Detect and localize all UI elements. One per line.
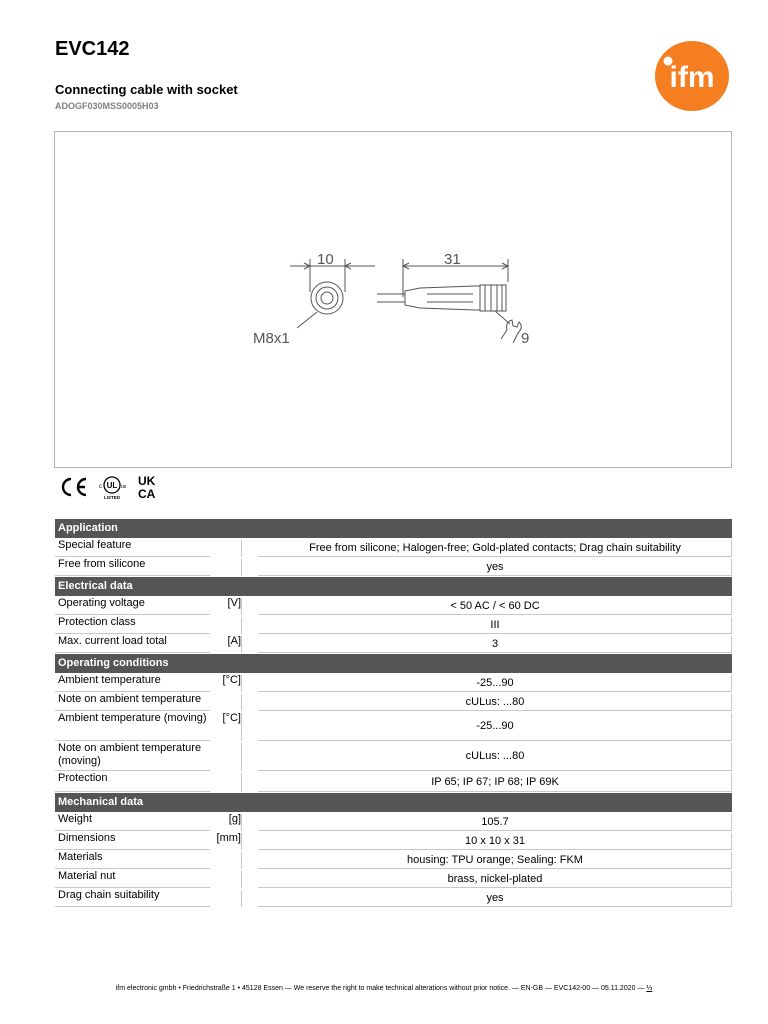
spec-label: Note on ambient temperature (moving) bbox=[58, 742, 202, 767]
ifm-logo bbox=[654, 39, 730, 111]
footer bbox=[0, 985, 768, 992]
spec-row bbox=[55, 850, 732, 869]
spec-value: < 50 AC / < 60 DC bbox=[450, 600, 540, 612]
spec-row bbox=[55, 673, 732, 692]
spec-label: Material nut bbox=[58, 870, 116, 882]
svg-text:us: us bbox=[121, 484, 127, 490]
spec-row bbox=[55, 812, 732, 831]
cell-border bbox=[241, 852, 242, 869]
spec-unit: [mm] bbox=[216, 832, 241, 844]
spec-value: III bbox=[490, 619, 500, 631]
section-header: Operating conditions bbox=[55, 654, 732, 673]
section-header: Mechanical data bbox=[55, 793, 732, 812]
spec-row bbox=[55, 692, 732, 711]
spec-row bbox=[55, 557, 732, 576]
cell-border bbox=[55, 791, 210, 792]
spec-label: Protection bbox=[58, 772, 108, 784]
thread-label: M8x1 bbox=[253, 330, 290, 347]
dim-left-label: 10 bbox=[317, 251, 334, 268]
spec-row bbox=[55, 771, 732, 792]
ce-mark-icon bbox=[63, 479, 86, 495]
spec-value: IP 65; IP 67; IP 68; IP 69K bbox=[431, 776, 559, 788]
cell-border bbox=[241, 890, 242, 907]
spec-value: yes bbox=[486, 892, 504, 904]
spec-value: cULus: ...80 bbox=[465, 750, 525, 762]
certification-marks bbox=[58, 472, 170, 502]
spec-label: Free from silicone bbox=[58, 558, 146, 570]
cell-border bbox=[241, 694, 242, 711]
cell-border bbox=[55, 652, 210, 653]
spec-label: Special feature bbox=[58, 539, 132, 551]
spec-value: yes bbox=[486, 561, 504, 573]
product-title: EVC142 bbox=[55, 38, 130, 60]
spec-label: Operating voltage bbox=[58, 597, 145, 609]
spec-value: -25...90 bbox=[476, 720, 514, 732]
spec-row bbox=[55, 741, 732, 771]
section-header: Electrical data bbox=[55, 577, 732, 596]
spec-label: Materials bbox=[58, 851, 103, 863]
dim-right-label: 31 bbox=[444, 251, 461, 268]
spec-unit: [V] bbox=[227, 597, 241, 609]
svg-text:c: c bbox=[99, 484, 102, 490]
spec-label: Ambient temperature (moving) bbox=[58, 712, 207, 724]
cell-border bbox=[55, 906, 210, 907]
spec-label: Dimensions bbox=[58, 832, 116, 844]
product-subtitle: Connecting cable with socket bbox=[55, 82, 238, 97]
spec-value: cULus: ...80 bbox=[465, 696, 525, 708]
spec-table bbox=[55, 518, 732, 907]
cell-border bbox=[241, 773, 242, 792]
spec-row bbox=[55, 869, 732, 888]
spec-row bbox=[55, 711, 732, 741]
spec-row bbox=[55, 615, 732, 634]
cell-border bbox=[241, 675, 242, 692]
logo-text: ifm bbox=[669, 61, 715, 94]
cell-border bbox=[241, 617, 242, 634]
spec-value: 10 x 10 x 31 bbox=[465, 835, 525, 847]
cell-border bbox=[258, 575, 732, 576]
spec-row bbox=[55, 831, 732, 850]
spec-unit: [°C] bbox=[222, 712, 241, 724]
spec-label: Ambient temperature bbox=[58, 674, 161, 686]
cell-border bbox=[241, 636, 242, 653]
cell-border bbox=[241, 559, 242, 576]
cell-border bbox=[241, 833, 242, 850]
spec-label: Note on ambient temperature bbox=[58, 693, 202, 705]
svg-text:CA: CA bbox=[138, 487, 156, 501]
spec-value: housing: TPU orange; Sealing: FKM bbox=[407, 854, 583, 866]
footer-text: ifm electronic gmbh • Friedrichstraße 1 • 45128 Essen — We reserve the right to make technical alterations without prior notice. — EN-GB — EVC142-00 — 05.11.2020 — bbox=[115, 985, 645, 992]
spec-label: Max. current load total bbox=[58, 635, 167, 647]
cell-border bbox=[241, 540, 242, 557]
section-header: Application bbox=[55, 519, 732, 538]
spec-row bbox=[55, 538, 732, 557]
svg-text:UK: UK bbox=[138, 474, 156, 488]
spec-unit: [A] bbox=[227, 635, 241, 647]
cell-border bbox=[258, 652, 732, 653]
spec-value: 105.7 bbox=[481, 816, 509, 828]
spec-value: Free from silicone; Halogen-free; Gold-plated contacts; Drag chain suitability bbox=[309, 542, 681, 554]
cell-border bbox=[241, 713, 242, 741]
page-turn-icon: ⅓ bbox=[646, 985, 653, 992]
cell-border bbox=[241, 814, 242, 831]
cell-border bbox=[241, 743, 242, 771]
article-code: ADOGF030MSS0005H03 bbox=[55, 101, 159, 111]
spec-row bbox=[55, 634, 732, 653]
cell-border bbox=[241, 598, 242, 615]
ukca-mark-icon bbox=[138, 474, 156, 501]
spec-row bbox=[55, 888, 732, 907]
spec-unit: [g] bbox=[228, 813, 241, 825]
spec-value: -25...90 bbox=[476, 677, 514, 689]
dimension-drawing bbox=[54, 131, 732, 468]
svg-text:UL: UL bbox=[106, 481, 118, 490]
cell-border bbox=[258, 791, 732, 792]
spec-unit: [°C] bbox=[222, 674, 241, 686]
cell-border bbox=[258, 906, 732, 907]
spec-label: Weight bbox=[58, 813, 93, 825]
culus-listed-icon bbox=[99, 477, 127, 500]
spec-row bbox=[55, 596, 732, 615]
wrench-size-label: 9 bbox=[521, 330, 530, 347]
cell-border bbox=[241, 871, 242, 888]
spec-value: brass, nickel-plated bbox=[447, 873, 543, 885]
svg-text:LISTED: LISTED bbox=[103, 495, 121, 500]
cell-border bbox=[55, 575, 210, 576]
spec-value: 3 bbox=[491, 638, 499, 650]
spec-label: Protection class bbox=[58, 616, 136, 628]
spec-label: Drag chain suitability bbox=[58, 889, 160, 901]
